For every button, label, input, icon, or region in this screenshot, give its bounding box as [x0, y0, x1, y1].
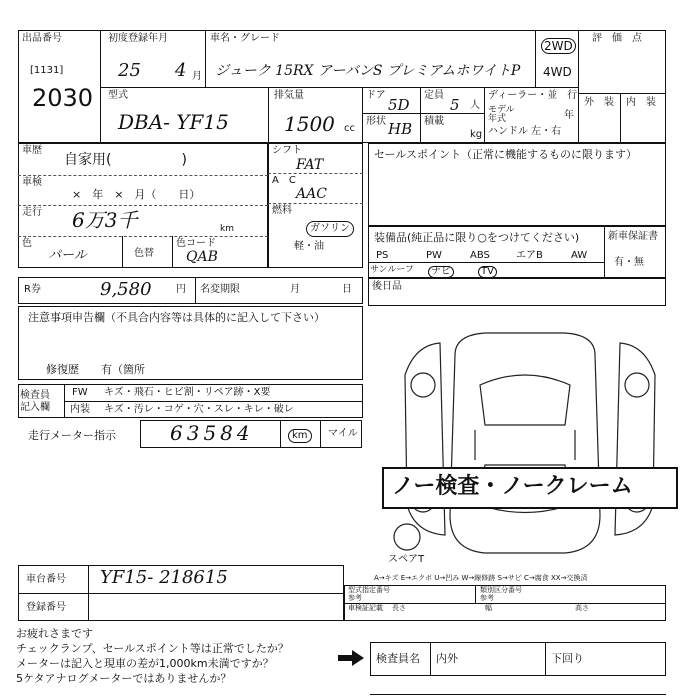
ac-value: AAC	[296, 186, 327, 202]
first-reg-year: 25	[118, 60, 141, 81]
width-label: 幅	[485, 604, 492, 612]
history-value: 自家用( )	[64, 152, 187, 168]
question-3: 5ケタアナログメーターではありませんか？	[16, 672, 232, 685]
meter-label: 走行メーター指示	[28, 429, 116, 442]
type-value: DBA- YF15	[118, 110, 229, 134]
history-label: 車歴	[22, 145, 42, 156]
exterior-label: 外 装	[584, 97, 614, 108]
inspection-label: 車検	[22, 177, 42, 188]
fuel-value: ガソリン	[306, 221, 354, 237]
inspector-fields-label: 検査員 記入欄	[20, 390, 50, 413]
equipment-tv: TV	[478, 266, 497, 278]
class-label: 類別区分番号	[480, 586, 522, 594]
meter-value: 63584	[170, 421, 254, 445]
color-value: パール	[48, 248, 87, 263]
warranty-label: 新車保証書	[608, 231, 658, 242]
spare-tire-icon	[392, 522, 422, 552]
door-label: ドア	[366, 90, 386, 101]
ref2-label: 参考	[480, 594, 494, 602]
equipment-navi: ナビ	[428, 266, 454, 278]
capacity-label: 定員	[424, 90, 444, 101]
displacement-value: 1500	[284, 112, 335, 136]
fuel-options: 軽・油	[294, 241, 324, 252]
cert-label: 車検証記載	[348, 604, 383, 612]
model-year-label: モデル 年式	[488, 105, 515, 124]
question-1: チェックランプ、セールスポイント等は正常でしたか？	[16, 642, 289, 655]
model-name: ジューク 15RX アーバンS プレミアムホワイトP	[215, 63, 521, 79]
equipment-sunroof: サンルーフ	[370, 265, 414, 275]
fuel-label: 燃料	[272, 205, 292, 216]
displacement-unit: cc	[344, 123, 355, 134]
inspector-label: 検査員名	[376, 652, 420, 665]
equipment-label: 装備品(純正品に限り○をつけてください)	[374, 231, 580, 244]
sales-points-label: セールスポイント（正常に機能するものに限ります）	[374, 148, 638, 161]
interior-label: 内 装	[626, 97, 656, 108]
chassis-label: 車台番号	[26, 574, 66, 585]
car-body-diagram	[395, 315, 665, 575]
recycle-label: R券	[24, 284, 41, 295]
lot-number: 2030	[32, 84, 94, 112]
month-unit: 月	[192, 71, 202, 82]
color-code-value: QAB	[186, 249, 218, 265]
color-change-label: 色替	[134, 248, 154, 259]
damage-legend: A→キズ E→エクボ U→凹み W→線修跡 S→サビ C→腐食 XX→交換済	[374, 574, 588, 582]
caution-label: 注意事項申告欄（不具合内容等は具体的に記入して下さい）	[28, 311, 325, 324]
shift-label: シフト	[272, 145, 302, 156]
color-code-label: 色コード	[176, 238, 216, 249]
first-reg-label: 初度登録年月	[108, 33, 168, 44]
arrow-right-icon	[338, 650, 364, 666]
mileage-value: 6万3千	[72, 208, 138, 232]
load-label: 積載	[424, 116, 444, 127]
interior-fields-label: 内装	[70, 404, 90, 415]
deadline-day: 日	[342, 284, 352, 295]
mileage-label: 走行	[22, 207, 42, 218]
capacity-unit: 人	[470, 100, 480, 111]
recycle-value: 9,580	[100, 279, 152, 300]
recycle-frame	[18, 277, 363, 304]
equipment-airbag: エアB	[516, 250, 543, 261]
shape-value: HB	[388, 120, 413, 138]
drive-2wd: 2WD	[541, 38, 576, 54]
equipment-abs: ABS	[470, 250, 490, 261]
fw-label: FW	[72, 387, 88, 398]
recycle-unit: 円	[176, 284, 186, 295]
deadline-month: 月	[290, 284, 300, 295]
mileage-unit: km	[220, 224, 234, 234]
model-cert-label: 型式指定番号	[348, 586, 390, 594]
handle-label: ハンドル 左・右	[488, 126, 562, 137]
rating-label: 評 価 点	[592, 33, 642, 44]
meter-mile: マイル	[328, 428, 358, 439]
type-label: 型式	[108, 90, 128, 101]
reg-label: 登録番号	[26, 602, 66, 613]
ref-label: 参考	[348, 594, 362, 602]
ac-label: A C	[272, 175, 296, 186]
warranty-value: 有・無	[614, 257, 644, 268]
fw-items: キズ・飛石・ヒビ割・リペア跡・X要	[104, 387, 271, 398]
repair-label: 修復歴 有（箇所	[46, 363, 145, 376]
lot-small-number: [1131]	[30, 65, 64, 76]
post-item-label: 後日品	[372, 281, 402, 292]
interior-items: キズ・汚レ・コゲ・穴・スレ・キレ・破レ	[104, 404, 294, 415]
height-label: 高さ	[575, 604, 589, 612]
capacity-value: 5	[450, 96, 460, 114]
shape-label: 形状	[366, 116, 386, 127]
model-year-unit: 年	[564, 110, 574, 121]
meter-km: km	[288, 429, 312, 443]
equipment-aw: AW	[571, 250, 588, 261]
load-unit: kg	[470, 129, 483, 140]
deadline-label: 名変期限	[200, 284, 240, 295]
underside-label: 下回り	[551, 652, 584, 665]
greeting: お疲れさまです	[16, 627, 93, 640]
shift-value: FAT	[296, 157, 324, 173]
drive-4wd: 4WD	[543, 65, 572, 79]
color-label: 色	[22, 238, 32, 249]
inspection-value: × 年 × 月（ 日）	[72, 188, 201, 201]
post-item-frame	[368, 278, 666, 306]
displacement-label: 排気量	[274, 90, 304, 101]
length-label: 長さ	[392, 604, 406, 612]
equipment-pw: PW	[426, 250, 442, 261]
lot-label: 出品番号	[22, 33, 62, 44]
chassis-value: YF15- 218615	[100, 567, 228, 588]
question-2: メーターは記入と現車の差が1,000km未満ですか？	[16, 657, 274, 670]
no-claim-stamp-text: ノー検査・ノークレーム	[392, 474, 633, 499]
door-value: 5D	[388, 96, 410, 114]
model-label: 車名・グレード	[210, 33, 280, 44]
equipment-ps: PS	[376, 250, 389, 261]
spare-label: スペアT	[388, 554, 425, 565]
first-reg-month: 4	[175, 60, 187, 81]
inside-outside-label: 内外	[436, 652, 458, 665]
dealer-label: ディーラー・並 行	[488, 90, 578, 101]
